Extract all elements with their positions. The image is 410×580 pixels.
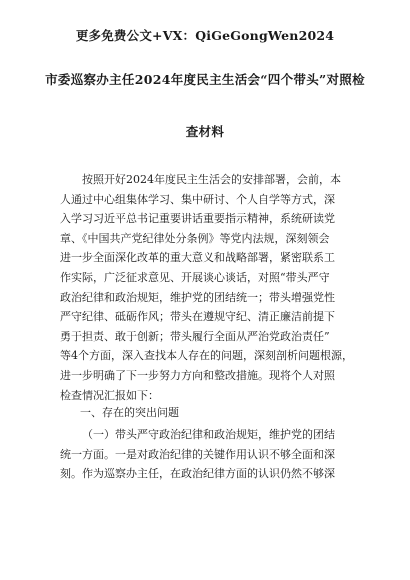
intro-paragraph (60, 170, 360, 405)
text-line: 检查情况汇报如下： (60, 388, 159, 402)
text-line: 政治纪律和政治规矩，维护党的团结统一；带头增强党性 (60, 290, 335, 304)
text-line: 作实际，广泛征求意见、开展谈心谈话，对照“带头严守 (60, 270, 330, 284)
section-heading: 一、存在的突出问题 (80, 406, 179, 419)
text-line: 严守纪律、砥砺作风；带头在遵规守纪、清正廉洁前提下 (60, 310, 335, 324)
document-title-line-2: 查材料 (185, 124, 225, 139)
text-line: 入学习习近平总书记重要讲话重要指示精神，系统研读党 (60, 212, 335, 226)
text-line: 按照开好2024年度民主生活会的安排部署，会前，本 (82, 173, 341, 186)
text-line: 勇于担责、敢于创新；带头履行全面从严治党政治责任” (60, 329, 330, 343)
text-line: 刻。作为巡察办主任，在政治纪律方面的认识仍然不够深 (60, 467, 335, 481)
document-header: 更多免费公文+VX：QiGeGongWen2024 (75, 28, 335, 43)
section-paragraph (60, 425, 360, 484)
text-line: 进一步全面深化改革的重大意义和战略部署，紧密联系工 (60, 251, 335, 265)
text-line: 统一方面。一是对政治纪律的关键作用认识不够全面和深 (60, 447, 335, 461)
text-line: 人通过中心组集体学习、集中研讨、个人自学等方式，深 (60, 192, 335, 206)
text-line: 等4个方面，深入查找本人存在的问题，深刻剖析问题根源， (60, 349, 353, 363)
text-line: 进一步明确了下一步努力方向和整改措施。现将个人对照 (60, 368, 335, 382)
document-title-line-1: 市委巡察办主任2024年度民主生活会“四个带头”对照检 (45, 72, 365, 87)
text-line: 章、《中国共产党纪律处分条例》等党内法规，深刻领会 (60, 231, 330, 245)
text-line: （一）带头严守政治纪律和政治规矩，维护党的团结 (82, 428, 335, 441)
